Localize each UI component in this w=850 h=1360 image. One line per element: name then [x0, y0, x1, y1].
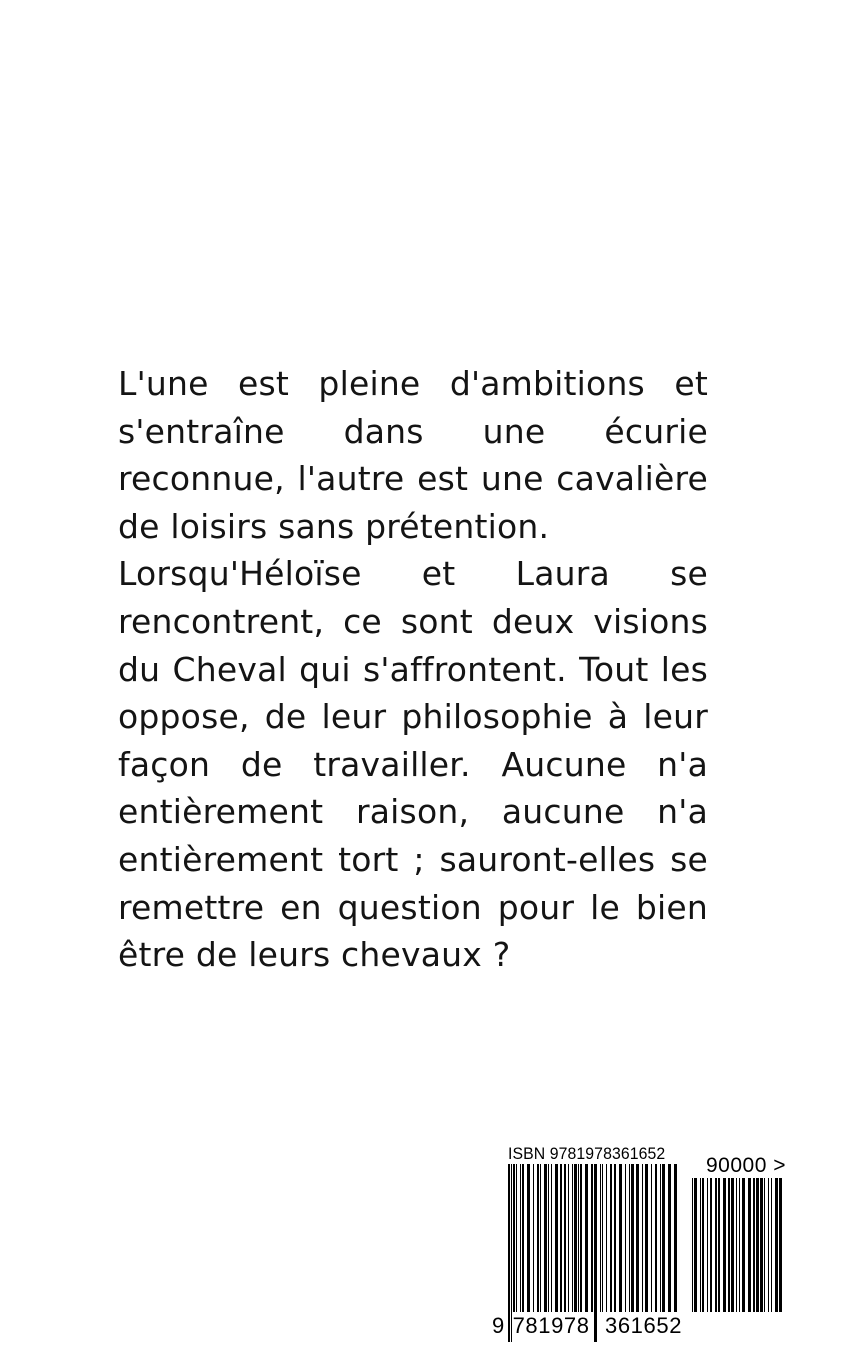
price-addon-barcode	[692, 1178, 784, 1342]
isbn-label: ISBN 9781978361652	[508, 1144, 666, 1163]
barcode-digits	[492, 1313, 683, 1339]
blurb-paragraph-2: Lorsqu'Héloïse et Laura se rencontrent, ce sont deux visions du Cheval qui s'affrontent. Tout les oppose, de leur philosophie à leur façon de travailler. Aucune n'a entièrement raison, aucune n'a entièrement tort ; sauront-elles se remettre en question pour le bien être de leurs chevaux ?	[118, 554, 708, 975]
price-code: 90000 >	[706, 1154, 786, 1177]
barcode-digits-left: 781978	[512, 1313, 590, 1338]
barcode-digit-first: 9	[492, 1313, 505, 1338]
barcode-digits-right: 361652	[605, 1313, 683, 1338]
blurb-paragraph-1: L'une est pleine d'ambitions et s'entraîne dans une écurie reconnue, l'autre est une cavalière de loisirs sans prétention.	[118, 364, 708, 546]
back-cover-blurb	[118, 360, 708, 979]
